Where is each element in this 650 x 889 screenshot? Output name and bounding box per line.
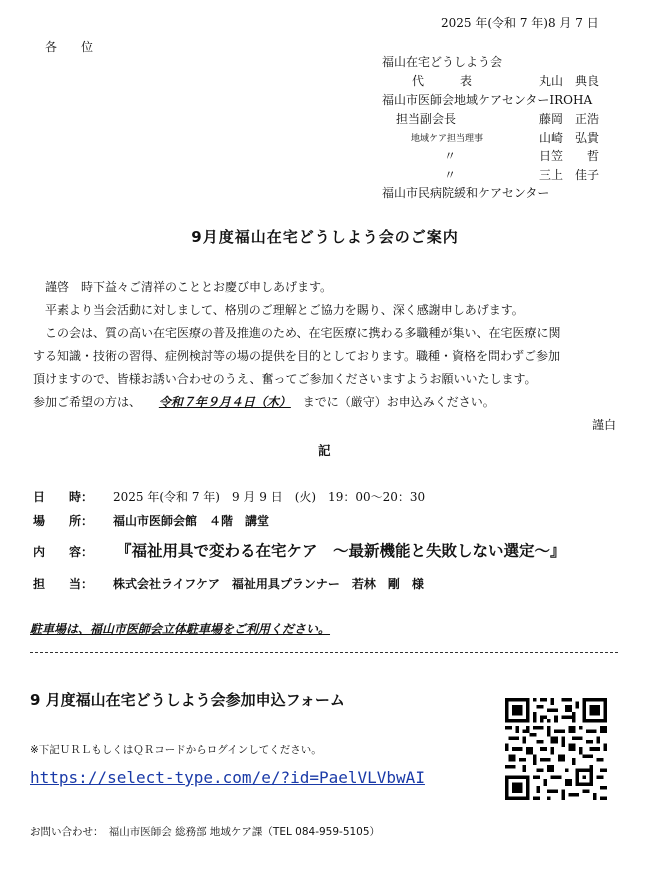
detail-place-value: 福山市医師会館 ４階 講堂: [113, 514, 270, 528]
parking-note: 駐車場は、福山市医師会立体駐車場をご利用ください。: [30, 622, 331, 636]
contact-info: お問い合わせ： 福山市医師会 総務部 地域ケア課（TEL 084-959-5105）: [30, 826, 381, 838]
addressee: 各 位: [45, 40, 94, 54]
deadline-line: [33, 393, 495, 410]
issue-date: 2025 年(令和 7 年)8 月 7 日: [441, 16, 599, 30]
ditto-mark: 〃: [444, 168, 457, 182]
sender-vice-name: 藤岡 正浩: [539, 112, 600, 126]
closing: 謹白: [592, 418, 617, 432]
ditto-mark: 〃: [444, 149, 457, 163]
qr-code-icon[interactable]: [505, 698, 607, 800]
sender-vice-title: 担当副会長: [396, 112, 457, 126]
form-note: ※下記ＵＲＬもしくはＱＲコードからログインしてください。: [30, 744, 322, 756]
cut-line-divider: [30, 652, 618, 653]
body-line: 頂けますので、皆様お誘い合わせのうえ、奮ってご参加くださいますようお願いいたします。: [33, 372, 537, 386]
sender-org3: 福山市民病院緩和ケアセンター: [382, 186, 550, 200]
detail-date-label: 日 時：: [33, 490, 94, 504]
detail-content-value: 『福祉用具で変わる在宅ケア ～最新機能と失敗しない選定～』: [116, 542, 566, 560]
sender-name4: 三上 佳子: [539, 168, 600, 182]
form-heading: 9 月度福山在宅どうしよう会参加申込フォーム: [30, 691, 345, 709]
sender-rep-name: 丸山 典良: [539, 74, 600, 88]
detail-speaker-value: 株式会社ライフケア 福祉用具プランナー 若林 剛 様: [113, 577, 424, 591]
detail-date-value: 2025 年(令和 7 年) 9 月 9 日 (火) 19：00～20：30: [113, 490, 426, 504]
sender-rep-title: 代 表: [412, 74, 473, 88]
sender-org1: 福山在宅どうしよう会: [382, 55, 503, 69]
form-url-link[interactable]: https://select-type.com/e/?id=PaelVLVbwAI: [30, 768, 425, 787]
sender-director-name: 山崎 弘貴: [539, 131, 600, 145]
sender-name3: 日笠 哲: [539, 149, 600, 163]
body-line: この会は、質の高い在宅医療の普及推進のため、在宅医療に携わる多職種が集い、在宅医療に関: [45, 326, 561, 340]
deadline-suffix: までに（厳守）お申込みください。: [302, 395, 495, 409]
document-title: 9月度福山在宅どうしよう会のご案内: [191, 228, 459, 246]
detail-speaker-label: 担 当：: [33, 577, 94, 591]
body-line: 謹啓 時下益々ご清祥のこととお慶び申しあげます。: [45, 280, 333, 294]
deadline-prefix: 参加ご希望の方は、: [33, 395, 142, 409]
ki-heading: 記: [318, 443, 331, 458]
body-line: 平素より当会活動に対しまして、格別のご理解とご協力を賜り、深く感謝申しあげます。: [45, 303, 524, 317]
detail-place-label: 場 所：: [33, 514, 94, 528]
body-line: する知識・技術の習得、症例検討等の場の提供を目的としております。職種・資格を問わずご参加: [33, 349, 561, 363]
sender-director-title: 地域ケア担当理事: [411, 134, 484, 144]
sender-org2: 福山市医師会地域ケアセンターIROHA: [382, 93, 593, 107]
deadline-date: 令和７年９月４日（木）: [158, 395, 291, 409]
detail-content-label: 内 容：: [33, 545, 94, 559]
